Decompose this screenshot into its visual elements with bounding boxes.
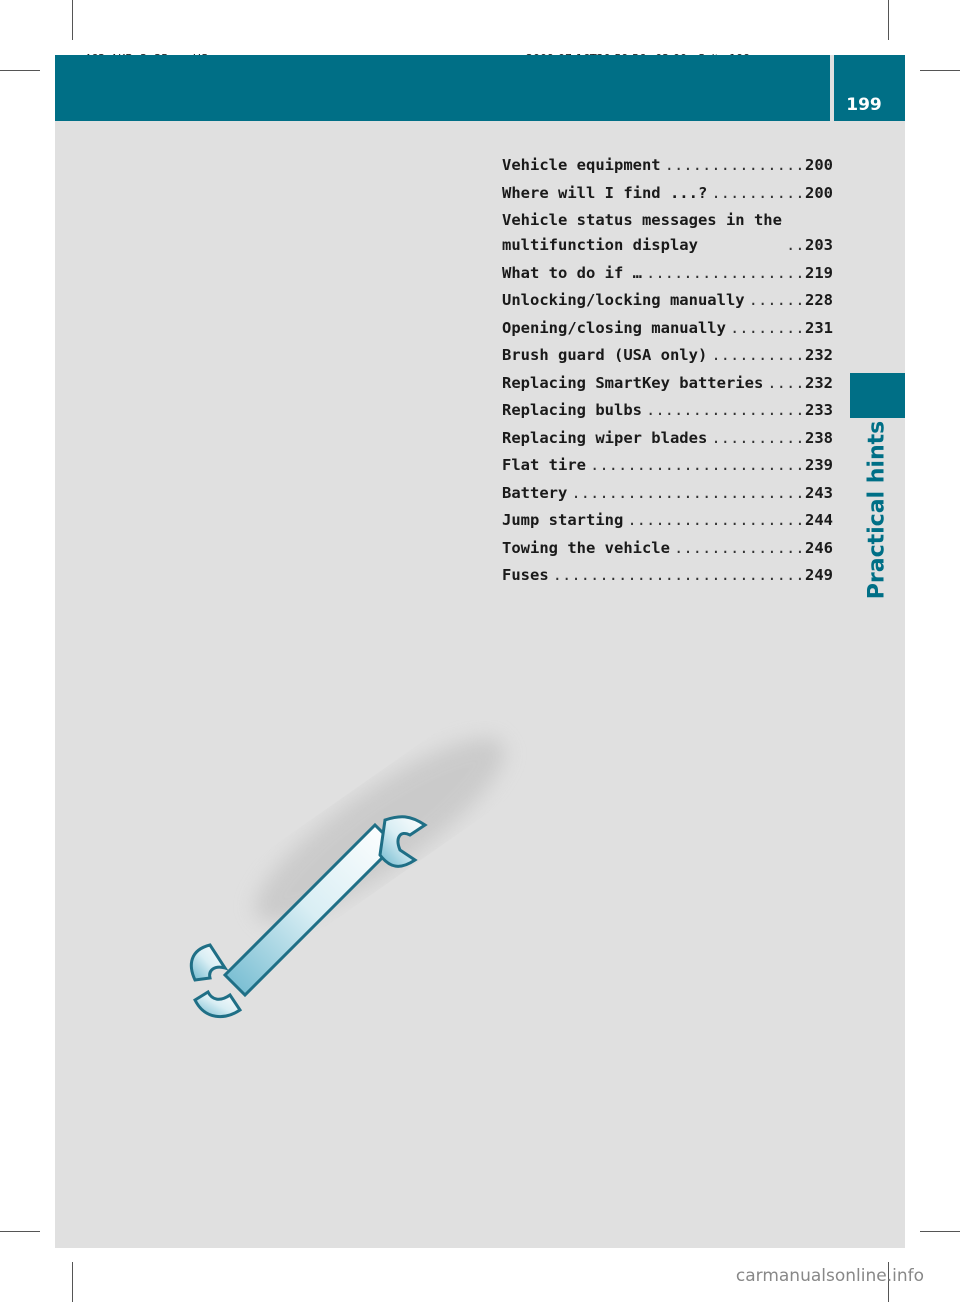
toc-entry-title: Brush guard (USA only) bbox=[502, 346, 708, 364]
crop-mark bbox=[72, 1262, 73, 1302]
leader-dots bbox=[749, 288, 801, 313]
toc-entry[interactable] bbox=[502, 261, 833, 286]
toc-entry-page: 219 bbox=[805, 263, 833, 282]
toc-entry-title-line: Vehicle status messages in the bbox=[502, 211, 782, 229]
leader-dots bbox=[786, 233, 801, 258]
leader-dots bbox=[674, 536, 801, 561]
leader-dots bbox=[646, 261, 801, 286]
toc-entry-title: Unlocking/locking manually bbox=[502, 291, 745, 309]
toc-entry[interactable] bbox=[502, 508, 833, 533]
toc-entry-page: 244 bbox=[805, 511, 833, 529]
toc-entry-page: 239 bbox=[805, 456, 833, 474]
leader-dots bbox=[571, 481, 801, 506]
toc-entry-page: 203 bbox=[805, 236, 833, 254]
toc-entry-title: Replacing bulbs bbox=[502, 401, 642, 419]
leader-dots bbox=[711, 426, 801, 451]
header-bar bbox=[55, 55, 830, 121]
wrench-icon bbox=[150, 720, 530, 1044]
toc-entry-title: Replacing wiper blades bbox=[502, 428, 708, 447]
toc-entry-page: 249 bbox=[805, 566, 833, 584]
crop-mark bbox=[888, 0, 889, 40]
leader-dots bbox=[730, 316, 801, 341]
toc-entry[interactable] bbox=[502, 153, 833, 178]
toc-entry[interactable] bbox=[502, 371, 833, 396]
toc-entry-title: Vehicle equipment bbox=[502, 156, 661, 174]
toc-entry-title: Battery bbox=[502, 483, 568, 502]
toc-entry-title: Jump starting bbox=[502, 511, 624, 529]
toc-entry-title: Flat tire bbox=[502, 456, 586, 474]
toc-entry-page: 232 bbox=[805, 346, 833, 364]
toc-entry-title: Where will I find ...? bbox=[502, 183, 708, 202]
leader-dots bbox=[646, 398, 801, 423]
toc-entry-title bbox=[502, 208, 782, 258]
leader-dots bbox=[711, 343, 801, 368]
toc-entry-page: 233 bbox=[805, 401, 833, 419]
leader-dots bbox=[553, 563, 801, 588]
crop-mark bbox=[72, 0, 73, 40]
toc-entry-title: What to do if … bbox=[502, 263, 642, 282]
toc-entry[interactable] bbox=[502, 426, 833, 451]
crop-mark bbox=[0, 70, 40, 71]
toc-entry[interactable] bbox=[502, 181, 833, 206]
table-of-contents bbox=[502, 153, 833, 591]
toc-entry-page: 243 bbox=[805, 483, 833, 502]
toc-entry-page: 228 bbox=[805, 291, 833, 309]
toc-entry[interactable] bbox=[502, 208, 833, 258]
section-tab bbox=[848, 420, 905, 600]
leader-dots bbox=[711, 181, 801, 206]
toc-entry-title: Fuses bbox=[502, 566, 549, 584]
toc-entry[interactable] bbox=[502, 563, 833, 588]
toc-entry-page: 232 bbox=[805, 373, 833, 392]
toc-entry[interactable] bbox=[502, 316, 833, 341]
leader-dots bbox=[627, 508, 801, 533]
leader-dots bbox=[590, 453, 801, 478]
toc-entry[interactable] bbox=[502, 398, 833, 423]
toc-entry-title: Replacing SmartKey batteries bbox=[502, 373, 764, 392]
crop-mark bbox=[0, 1231, 40, 1232]
toc-entry-title: Opening/closing manually bbox=[502, 318, 726, 337]
section-tab-marker bbox=[850, 373, 905, 418]
toc-entry[interactable] bbox=[502, 343, 833, 368]
toc-entry[interactable] bbox=[502, 453, 833, 478]
leader-dots bbox=[665, 153, 801, 178]
toc-entry-page: 200 bbox=[805, 183, 833, 202]
toc-entry-title-line: multifunction display bbox=[502, 236, 698, 254]
toc-entry-page: 246 bbox=[805, 538, 833, 557]
section-tab-label: Practical hints bbox=[864, 420, 889, 600]
toc-entry-page: 200 bbox=[805, 156, 833, 174]
toc-entry[interactable] bbox=[502, 288, 833, 313]
watermark: carmanualsonline.info bbox=[735, 1266, 924, 1286]
crop-mark bbox=[920, 1231, 960, 1232]
toc-entry-page: 231 bbox=[805, 318, 833, 337]
page-number: 199 bbox=[846, 95, 882, 115]
toc-entry-title: Towing the vehicle bbox=[502, 538, 670, 557]
crop-mark bbox=[920, 70, 960, 71]
toc-entry-page: 238 bbox=[805, 428, 833, 447]
toc-entry[interactable] bbox=[502, 536, 833, 561]
toc-entry[interactable] bbox=[502, 481, 833, 506]
leader-dots bbox=[767, 371, 801, 396]
